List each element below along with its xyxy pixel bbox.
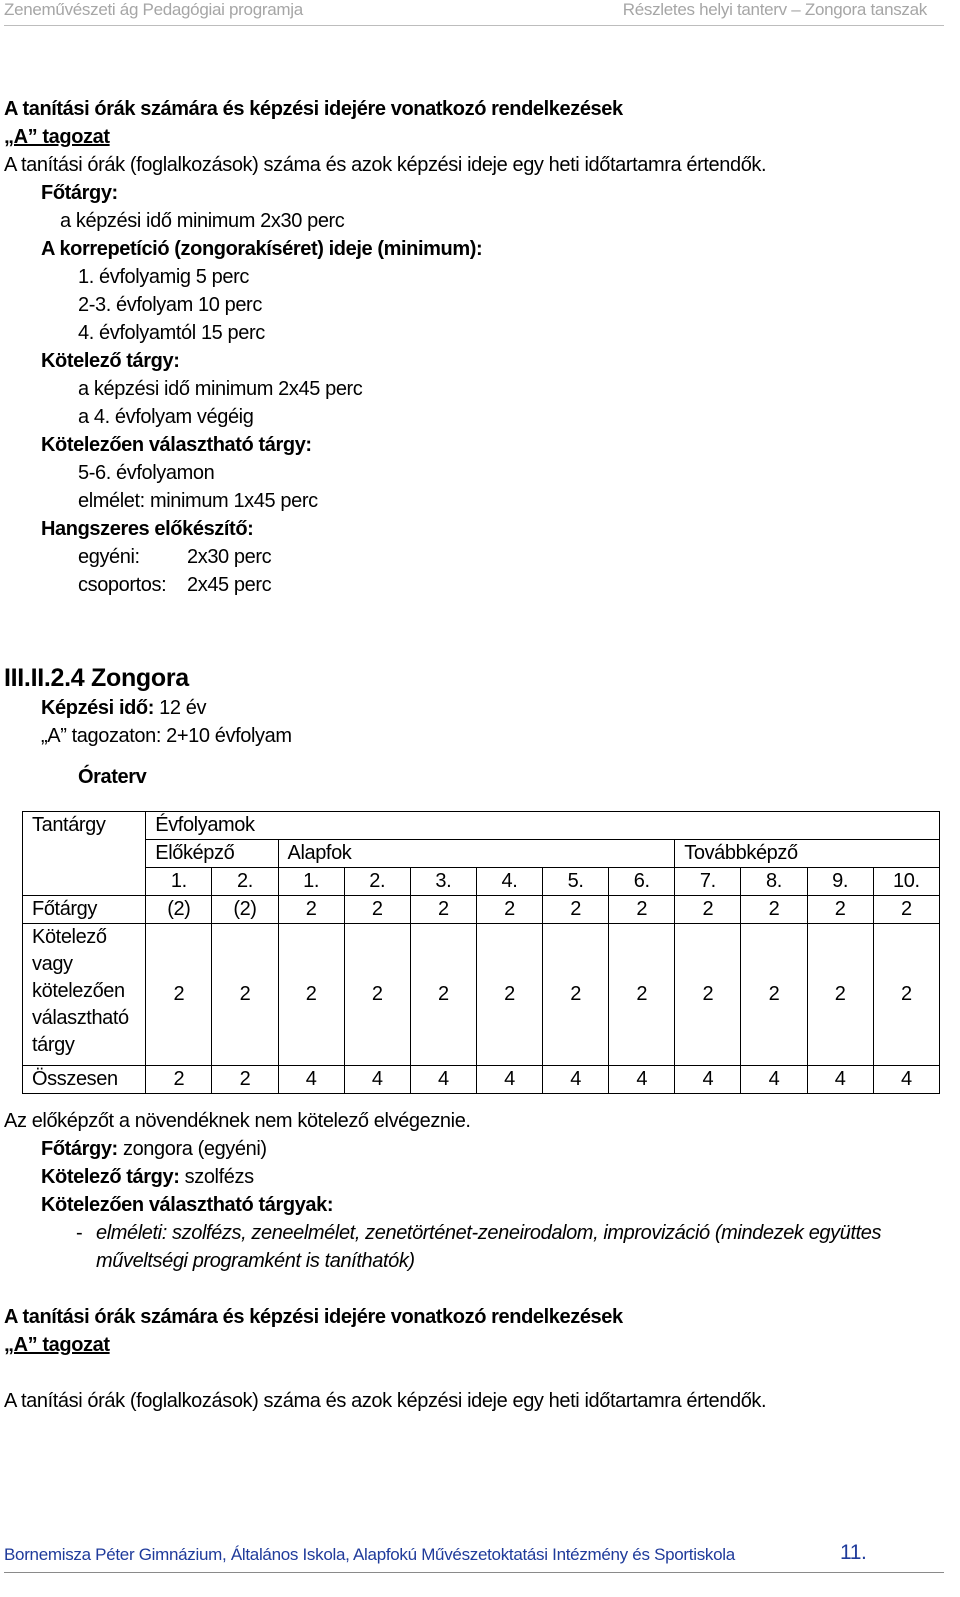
grade-cell: 8. (741, 868, 807, 896)
table-cell: 4 (278, 1066, 344, 1094)
table-cell: (2) (146, 896, 212, 924)
table-cell: 4 (873, 1066, 939, 1094)
table-cell: 2 (873, 896, 939, 924)
grade-cell: 1. (146, 868, 212, 896)
elmeleti-line: műveltségi programként is taníthatók) (96, 1250, 415, 1272)
table-cell: 2 (741, 896, 807, 924)
evfolyamok-header: Évfolyamok (146, 812, 940, 840)
table-cell: 2 (609, 924, 675, 1066)
table-row (23, 812, 940, 840)
table-cell: 4 (476, 1066, 542, 1094)
table-cell: 2 (807, 924, 873, 1066)
tagozat-label: „A” tagozat (4, 1334, 110, 1356)
intro-text: A tanítási órák (foglalkozások) száma és azok képzési ideje egy heti időtartamra értendők. (4, 1390, 767, 1412)
oraterv-label: Óraterv (78, 766, 147, 788)
korrep-line: 4. évfolyamtól 15 perc (78, 322, 265, 344)
table-row (23, 868, 940, 896)
fotargy-label: Főtárgy: (41, 1138, 118, 1160)
fotargy-line: a képzési idő minimum 2x30 perc (60, 210, 345, 232)
header-divider (4, 25, 944, 26)
table-cell: 2 (543, 896, 609, 924)
table-row (23, 1066, 940, 1094)
grade-cell: 2. (212, 868, 278, 896)
csoportos-label: csoportos: (78, 574, 167, 596)
bullet: - (76, 1222, 83, 1244)
fotargy-line (41, 1138, 267, 1161)
kotelezo-line: a 4. évfolyam végéig (78, 406, 254, 428)
kotelezo-label: Kötelező tárgy: (41, 350, 180, 372)
table-cell: 2 (344, 896, 410, 924)
table-cell: 2 (278, 896, 344, 924)
footer-divider (4, 1572, 944, 1573)
kotelezo-line (41, 1166, 254, 1189)
row-label-line: kötelezően (32, 980, 125, 1002)
korrep-line: 1. évfolyamig 5 perc (78, 266, 249, 288)
row-label-line: Kötelező (32, 926, 107, 948)
row-label-fotargy: Főtárgy (23, 896, 146, 924)
intro-text: A tanítási órák (foglalkozások) száma és azok képzési ideje egy heti időtartamra értendők. (4, 154, 767, 176)
kotelezo-line: a képzési idő minimum 2x45 perc (78, 378, 363, 400)
row-label-kotelezo (23, 924, 146, 1066)
table-cell: (2) (212, 896, 278, 924)
korrep-label: A korrepetíció (zongorakíséret) ideje (minimum): (41, 238, 483, 260)
csoportos-value: 2x45 perc (187, 574, 272, 596)
valaszthato-label: Kötelezően választható tárgyak: (41, 1194, 334, 1216)
tagozat-label: „A” tagozat (4, 126, 110, 148)
tantargy-header: Tantárgy (23, 812, 146, 896)
header-left: Zeneművészeti ág Pedagógiai programja (4, 0, 303, 19)
section-heading: A tanítási órák számára és képzési idejére vonatkozó rendelkezések (4, 98, 623, 120)
table-cell: 4 (675, 1066, 741, 1094)
table-cell: 2 (344, 924, 410, 1066)
table-cell: 2 (476, 924, 542, 1066)
row-label-line: választható (32, 1007, 129, 1029)
row-label-line: tárgy (32, 1034, 75, 1056)
section-title: III.II.2.4 Zongora (4, 664, 189, 692)
table-cell: 4 (344, 1066, 410, 1094)
table-row (23, 924, 940, 1066)
elokepzo-header: Előképző (146, 840, 278, 868)
footer-institution: Bornemisza Péter Gimnázium, Általános Iskola, Alapfokú Művészetoktatási Intézmény és Sportiskola (4, 1545, 735, 1564)
kepzesi-label: Képzési idő: (41, 697, 154, 719)
table-cell: 2 (146, 1066, 212, 1094)
table-cell: 2 (609, 896, 675, 924)
table-row (23, 896, 940, 924)
fotargy-label: Főtárgy: (41, 182, 118, 204)
elmeleti-line: elméleti: szolfézs, zeneelmélet, zenetörténet-zeneirodalom, improvizáció (mindezek együttes (96, 1222, 882, 1244)
page-number: 11. (840, 1541, 867, 1564)
table-cell: 2 (212, 924, 278, 1066)
grade-cell: 1. (278, 868, 344, 896)
grade-cell: 2. (344, 868, 410, 896)
table-cell: 2 (675, 924, 741, 1066)
table-cell: 4 (543, 1066, 609, 1094)
table-cell: 2 (146, 924, 212, 1066)
oraterv-table (22, 811, 940, 1094)
table-cell: 2 (212, 1066, 278, 1094)
egyeni-label: egyéni: (78, 546, 140, 568)
grade-cell: 3. (410, 868, 476, 896)
table-cell: 2 (807, 896, 873, 924)
grade-cell: 9. (807, 868, 873, 896)
grade-cell: 4. (476, 868, 542, 896)
row-label-line: vagy (32, 953, 73, 975)
grade-cell: 10. (873, 868, 939, 896)
egyeni-value: 2x30 perc (187, 546, 272, 568)
table-row (23, 840, 940, 868)
table-cell: 2 (410, 924, 476, 1066)
kepzesi-ido (41, 697, 206, 720)
table-cell: 2 (278, 924, 344, 1066)
table-cell: 2 (410, 896, 476, 924)
row-label-osszesen: Összesen (23, 1066, 146, 1094)
kotelezo-value: szolfézs (179, 1166, 254, 1188)
kotelezo-label: Kötelező tárgy: (41, 1166, 180, 1188)
grade-cell: 7. (675, 868, 741, 896)
valaszthato-line: 5-6. évfolyamon (78, 462, 215, 484)
table-cell: 4 (410, 1066, 476, 1094)
kepzesi-value: 12 év (154, 697, 207, 719)
valaszthato-line: elmélet: minimum 1x45 perc (78, 490, 318, 512)
korrep-line: 2-3. évfolyam 10 perc (78, 294, 262, 316)
table-cell: 2 (476, 896, 542, 924)
tovabbkepzo-header: Továbbképző (675, 840, 940, 868)
table-cell: 2 (873, 924, 939, 1066)
tagozaton-line: „A” tagozaton: 2+10 évfolyam (41, 725, 292, 747)
grade-cell: 5. (543, 868, 609, 896)
alapfok-header: Alapfok (278, 840, 675, 868)
table-cell: 4 (609, 1066, 675, 1094)
section-heading: A tanítási órák számára és képzési idejére vonatkozó rendelkezések (4, 1306, 623, 1328)
table-cell: 4 (807, 1066, 873, 1094)
fotargy-value: zongora (egyéni) (117, 1138, 267, 1160)
table-cell: 4 (741, 1066, 807, 1094)
note-text: Az előképzőt a növendéknek nem kötelező elvégeznie. (4, 1110, 471, 1132)
table-cell: 2 (543, 924, 609, 1066)
grade-cell: 6. (609, 868, 675, 896)
header-right: Részletes helyi tanterv – Zongora tanszak (622, 0, 927, 19)
valaszthato-label: Kötelezően választható tárgy: (41, 434, 312, 456)
hangszeres-label: Hangszeres előkészítő: (41, 518, 254, 540)
table-cell: 2 (741, 924, 807, 1066)
table-cell: 2 (675, 896, 741, 924)
